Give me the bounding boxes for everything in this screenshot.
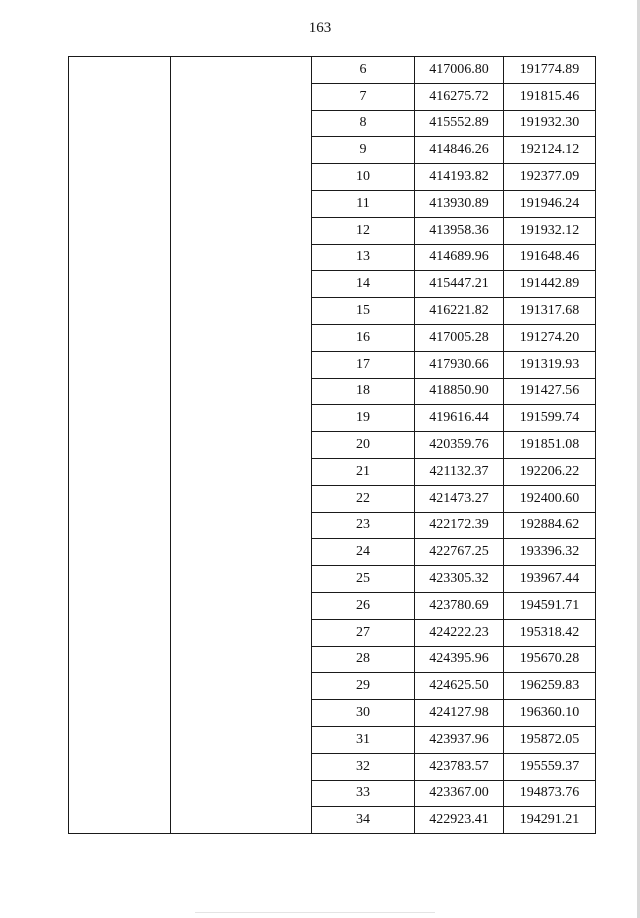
point-number-cell: 25 <box>312 566 415 593</box>
x-coordinate-cell: 422172.39 <box>415 512 504 539</box>
y-coordinate-cell: 191317.68 <box>504 298 596 325</box>
point-number-cell: 34 <box>312 807 415 834</box>
y-coordinate-cell: 194873.76 <box>504 780 596 807</box>
y-coordinate-cell: 193967.44 <box>504 566 596 593</box>
point-number-cell: 26 <box>312 592 415 619</box>
x-coordinate-cell: 423305.32 <box>415 566 504 593</box>
point-number-cell: 6 <box>312 57 415 84</box>
point-number-cell: 12 <box>312 217 415 244</box>
point-number-cell: 16 <box>312 324 415 351</box>
x-coordinate-cell: 424222.23 <box>415 619 504 646</box>
point-number-cell: 22 <box>312 485 415 512</box>
point-number-cell: 8 <box>312 110 415 137</box>
y-coordinate-cell: 191774.89 <box>504 57 596 84</box>
point-number-cell: 31 <box>312 726 415 753</box>
x-coordinate-cell: 422923.41 <box>415 807 504 834</box>
point-number-cell: 7 <box>312 83 415 110</box>
x-coordinate-cell: 418850.90 <box>415 378 504 405</box>
scan-bottom-line <box>195 912 435 913</box>
x-coordinate-cell: 413930.89 <box>415 190 504 217</box>
blank-column-1 <box>69 57 171 834</box>
point-number-cell: 29 <box>312 673 415 700</box>
x-coordinate-cell: 414689.96 <box>415 244 504 271</box>
point-number-cell: 10 <box>312 164 415 191</box>
blank-column-2 <box>171 57 312 834</box>
table-body <box>69 57 596 834</box>
x-coordinate-cell: 414193.82 <box>415 164 504 191</box>
x-coordinate-cell: 419616.44 <box>415 405 504 432</box>
y-coordinate-cell: 191851.08 <box>504 432 596 459</box>
y-coordinate-cell: 191932.12 <box>504 217 596 244</box>
y-coordinate-cell: 192400.60 <box>504 485 596 512</box>
x-coordinate-cell: 417005.28 <box>415 324 504 351</box>
y-coordinate-cell: 196259.83 <box>504 673 596 700</box>
y-coordinate-cell: 191442.89 <box>504 271 596 298</box>
point-number-cell: 9 <box>312 137 415 164</box>
table-row <box>69 57 596 84</box>
y-coordinate-cell: 195318.42 <box>504 619 596 646</box>
point-number-cell: 24 <box>312 539 415 566</box>
y-coordinate-cell: 191815.46 <box>504 83 596 110</box>
point-number-cell: 32 <box>312 753 415 780</box>
x-coordinate-cell: 422767.25 <box>415 539 504 566</box>
point-number-cell: 15 <box>312 298 415 325</box>
point-number-cell: 21 <box>312 458 415 485</box>
x-coordinate-cell: 424127.98 <box>415 700 504 727</box>
x-coordinate-cell: 423937.96 <box>415 726 504 753</box>
y-coordinate-cell: 195872.05 <box>504 726 596 753</box>
x-coordinate-cell: 416275.72 <box>415 83 504 110</box>
x-coordinate-cell: 415447.21 <box>415 271 504 298</box>
point-number-cell: 18 <box>312 378 415 405</box>
y-coordinate-cell: 191648.46 <box>504 244 596 271</box>
point-number-cell: 19 <box>312 405 415 432</box>
point-number-cell: 13 <box>312 244 415 271</box>
y-coordinate-cell: 195559.37 <box>504 753 596 780</box>
y-coordinate-cell: 191427.56 <box>504 378 596 405</box>
point-number-cell: 33 <box>312 780 415 807</box>
x-coordinate-cell: 413958.36 <box>415 217 504 244</box>
x-coordinate-cell: 416221.82 <box>415 298 504 325</box>
point-number-cell: 30 <box>312 700 415 727</box>
x-coordinate-cell: 424395.96 <box>415 646 504 673</box>
point-number-cell: 28 <box>312 646 415 673</box>
y-coordinate-cell: 193396.32 <box>504 539 596 566</box>
coordinates-table <box>68 56 596 834</box>
y-coordinate-cell: 191319.93 <box>504 351 596 378</box>
x-coordinate-cell: 414846.26 <box>415 137 504 164</box>
y-coordinate-cell: 196360.10 <box>504 700 596 727</box>
y-coordinate-cell: 192206.22 <box>504 458 596 485</box>
x-coordinate-cell: 423783.57 <box>415 753 504 780</box>
point-number-cell: 20 <box>312 432 415 459</box>
x-coordinate-cell: 423780.69 <box>415 592 504 619</box>
y-coordinate-cell: 191946.24 <box>504 190 596 217</box>
y-coordinate-cell: 191599.74 <box>504 405 596 432</box>
y-coordinate-cell: 192377.09 <box>504 164 596 191</box>
x-coordinate-cell: 417006.80 <box>415 57 504 84</box>
point-number-cell: 14 <box>312 271 415 298</box>
x-coordinate-cell: 424625.50 <box>415 673 504 700</box>
x-coordinate-cell: 420359.76 <box>415 432 504 459</box>
y-coordinate-cell: 191932.30 <box>504 110 596 137</box>
x-coordinate-cell: 417930.66 <box>415 351 504 378</box>
y-coordinate-cell: 194291.21 <box>504 807 596 834</box>
page-number: 163 <box>308 20 332 36</box>
point-number-cell: 23 <box>312 512 415 539</box>
point-number-cell: 11 <box>312 190 415 217</box>
y-coordinate-cell: 195670.28 <box>504 646 596 673</box>
y-coordinate-cell: 191274.20 <box>504 324 596 351</box>
x-coordinate-cell: 423367.00 <box>415 780 504 807</box>
y-coordinate-cell: 192884.62 <box>504 512 596 539</box>
point-number-cell: 17 <box>312 351 415 378</box>
point-number-cell: 27 <box>312 619 415 646</box>
x-coordinate-cell: 421473.27 <box>415 485 504 512</box>
x-coordinate-cell: 415552.89 <box>415 110 504 137</box>
y-coordinate-cell: 194591.71 <box>504 592 596 619</box>
x-coordinate-cell: 421132.37 <box>415 458 504 485</box>
y-coordinate-cell: 192124.12 <box>504 137 596 164</box>
